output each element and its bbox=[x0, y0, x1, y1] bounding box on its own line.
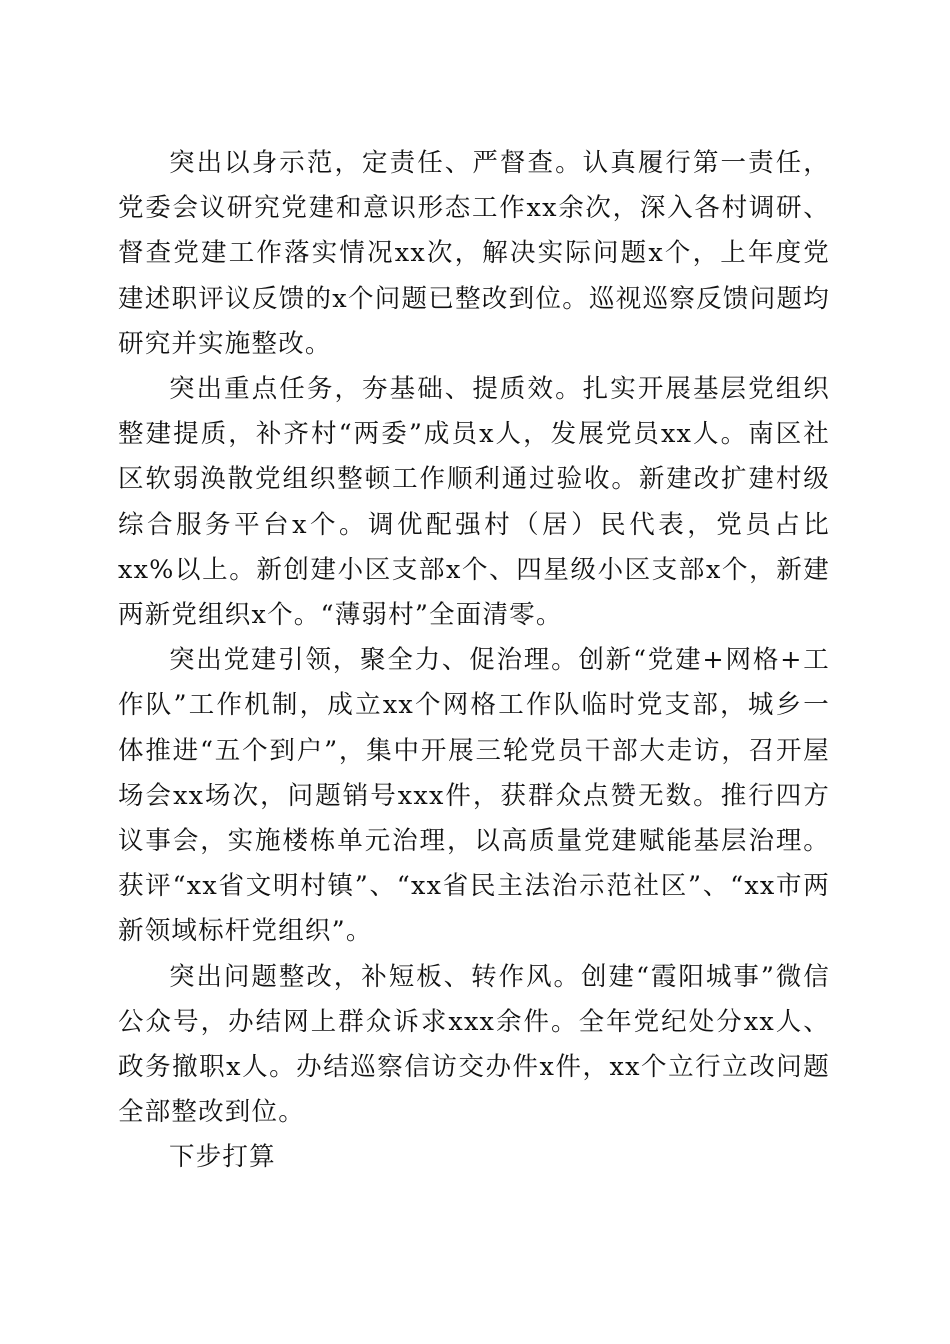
section-heading-next-steps: 下步打算 bbox=[169, 1142, 276, 1173]
paragraph-key-tasks: 突出重点任务，夯基础、提质效。扎实开展基层党组织整建提质，补齐村“两委”成员x人，发展党员xx人。南区社区软弱涣散党组织整顿工作顺利通过验收。新建改扩建村级综合服务平台x个。调优配强村（居）民代表，党员占比xx%以上。新创建小区支部x个、四星级小区支部x个，新建两新党组织x个。“薄弱村”全面清零。 bbox=[118, 374, 830, 631]
document-body bbox=[118, 141, 830, 1181]
paragraph-leadership-example: 突出以身示范，定责任、严督查。认真履行第一责任，党委会议研究党建和意识形态工作xx余次，深入各村调研、督查党建工作落实情况xx次，解决实际问题x个，上年度党建述职评议反馈的x个问题已整改到位。巡视巡察反馈问题均研究并实施整改。 bbox=[118, 148, 830, 359]
paragraph-rectification: 突出问题整改，补短板、转作风。创建“霞阳城事”微信公众号，办结网上群众诉求xxx余件。全年党纪处分xx人、政务撤职x人。办结巡察信访交办件x件，xx个立行立改问题全部整改到位。 bbox=[118, 961, 830, 1128]
paragraph-party-guidance: 突出党建引领，聚全力、促治理。创新“党建+网格+工作队”工作机制，成立xx个网格工作队临时党支部，城乡一体推进“五个到户”，集中开展三轮党员干部大走访，召开屋场会xx场次，问题销号xxx件，获群众点赞无数。推行四方议事会，实施楼栋单元治理，以高质量党建赋能基层治理。获评“xx省文明村镇”、“xx省民主法治示范社区”、“xx市两新领域标杆党组织”。 bbox=[118, 645, 830, 947]
